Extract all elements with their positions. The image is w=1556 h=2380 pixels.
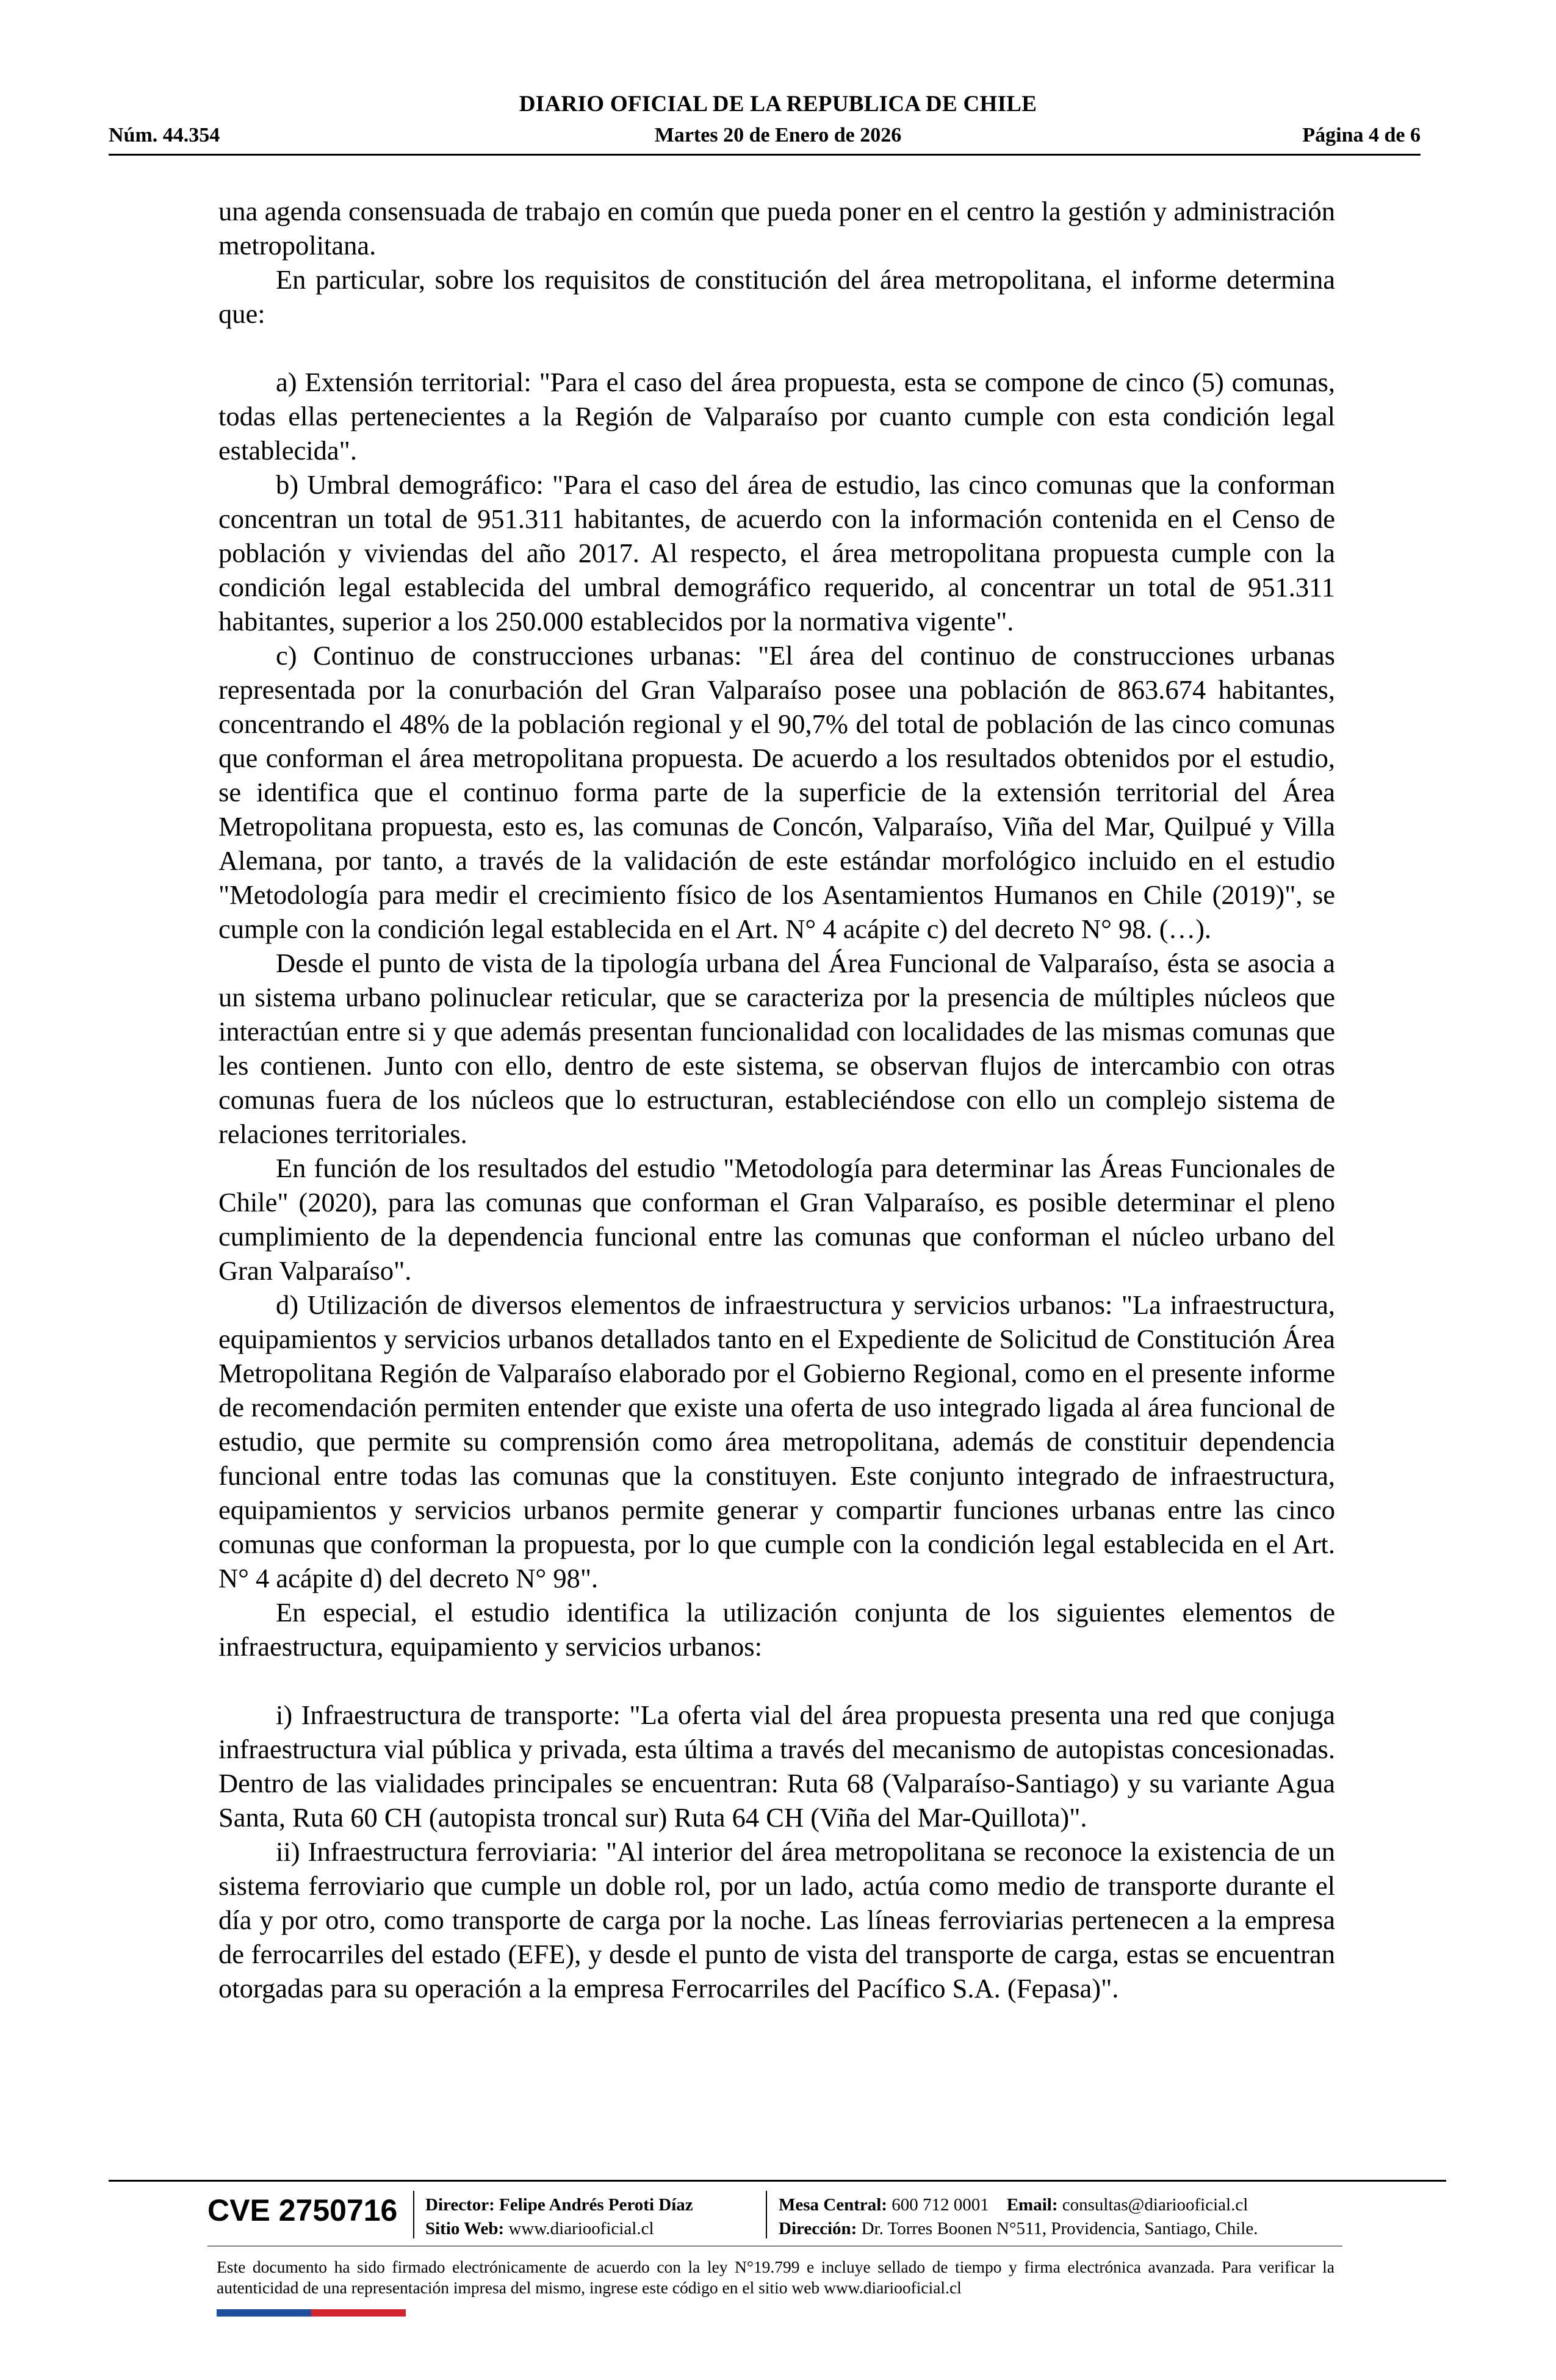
footer-director-block <box>425 2193 693 2241</box>
site-label: Sitio Web: <box>425 2219 505 2238</box>
footer-column-divider <box>413 2191 414 2238</box>
paragraph: En función de los resultados del estudio "Metodología para determinar las Áreas Funcionales de Chile" (2020), para las comunas que conforman el Gran Valparaíso, es posible determinar el pleno cumplimiento de la dependencia funcional entre las comunas que conforman el núcleo urbano del Gran Valparaíso". <box>218 1153 1335 1286</box>
paragraph-item-d: d) Utilización de diversos elementos de infraestructura y servicios urbanos: "La infraestructura, equipamientos y servicios urbanos detallados tanto en el Expediente de Solicitud de Constitución Área Metropolitana Región de Valparaíso elaborado por el Gobierno Regional, como en el presente informe de recomendación permiten entender que existe una oferta de uso integrado ligada al área funcional de estudio, que permite su comprensión como área metropolitana, además de constituir dependencia funcional entre todas las comunas que la constituyen. Este conjunto integrado de infraestructura, equipamientos y servicios urbanos permite generar y compartir funciones urbanas entre las cinco comunas que conforman la propuesta, por lo que cumple con la condición legal establecida en el Art. N° 4 acápite d) del decreto N° 98". <box>218 1289 1335 1593</box>
phone-value: 600 712 0001 <box>891 2195 989 2215</box>
flag-red-segment <box>311 2309 406 2317</box>
document-body <box>218 194 1335 2005</box>
flag-color-bar <box>217 2309 406 2317</box>
paragraph: En particular, sobre los requisitos de constitución del área metropolitana, el informe determina que: <box>218 264 1335 329</box>
phone-label: Mesa Central: <box>779 2195 887 2215</box>
flag-blue-segment <box>217 2309 311 2317</box>
address-value: Dr. Torres Boonen N°511, Providencia, Santiago, Chile. <box>861 2219 1258 2238</box>
paragraph-item-ii: ii) Infraestructura ferroviaria: "Al interior del área metropolitana se reconoce la existencia de un sistema ferroviario que cumple un doble rol, por un lado, actúa como medio de transporte durante el día y por otro, como transporte de carga por la noche. Las líneas ferroviarias pertenecen a la empresa de ferrocarriles del estado (EFE), y desde el punto de vista del transporte de carga, estas se encuentran otorgadas para su operación a la empresa Ferrocarriles del Pacífico S.A. (Fepasa)". <box>218 1836 1335 2003</box>
paragraph-item-a: a) Extensión territorial: "Para el caso del área propuesta, esta se compone de cinco (5) comunas, todas ellas pertenecientes a la Región de Valparaíso por cuanto cumple con esta condición legal establecida". <box>218 367 1335 466</box>
paragraph-item-c: c) Continuo de construcciones urbanas: "El área del continuo de construcciones urbanas representada por la conurbación del Gran Valparaíso posee una población de 863.674 habitantes, concentrando el 48% de la población regional y el 90,7% del total de población de las cinco comunas que conforman el área metropolitana propuesta. De acuerdo a los resultados obtenidos por el estudio, se identifica que el continuo forma parte de la superficie de la extensión territorial del Área Metropolitana propuesta, esto es, las comunas de Concón, Valparaíso, Viña del Mar, Quilpué y Villa Alemana, por tanto, a través de la validación de este estándar morfológico incluido en el estudio "Metodología para medir el crecimiento físico de los Asentamientos Humanos en Chile (2019)", se cumple con la condición legal establecida en el Art. N° 4 acápite c) del decreto N° 98. (…). <box>218 640 1335 944</box>
paragraph-item-i: i) Infraestructura de transporte: "La oferta vial del área propuesta presenta una red que conjuga infraestructura vial pública y privada, esta última a través del mecanismo de autopistas concesionadas. Dentro de las vialidades principales se encuentran: Ruta 68 (Valparaíso-Santiago) y su variante Agua Santa, Ruta 60 CH (autopista troncal sur) Ruta 64 CH (Viña del Mar-Quillota)". <box>218 1700 1335 1833</box>
site-link[interactable]: www.diariooficial.cl <box>508 2219 654 2238</box>
issue-date: Martes 20 de Enero de 2026 <box>654 124 902 146</box>
director-label: Director: <box>425 2195 495 2215</box>
footer-contact-block <box>779 2193 1258 2241</box>
legal-notice: Este documento ha sido firmado electrónicamente de acuerdo con la ley N°19.799 e incluye sellado de tiempo y firma electrónica avanzada. Para verificar la autenticidad de una representación impresa del mismo, ingrese este código en el sitio web www.diariooficial.cl <box>217 2257 1334 2297</box>
director-name: Felipe Andrés Peroti Díaz <box>499 2195 693 2215</box>
issue-number: Núm. 44.354 <box>109 124 220 146</box>
footer-divider <box>109 2180 1446 2182</box>
paragraph-item-b: b) Umbral demográfico: "Para el caso del área de estudio, las cinco comunas que la conforman concentran un total de 951.311 habitantes, de acuerdo con la información contenida en el Censo de población y viviendas del año 2017. Al respecto, el área metropolitana propuesta cumple con la condición legal establecida del umbral demográfico requerido, al concentrar un total de 951.311 habitantes, superior a los 250.000 establecidos por la normativa vigente". <box>218 469 1335 636</box>
email-label: Email: <box>1006 2195 1058 2215</box>
address-label: Dirección: <box>779 2219 857 2238</box>
footer-column-divider <box>766 2191 767 2238</box>
header-divider <box>109 154 1421 156</box>
paragraph: una agenda consensuada de trabajo en común que pueda poner en el centro la gestión y administración metropolitana. <box>218 196 1335 261</box>
cve-code: CVE 2750716 <box>207 2193 398 2227</box>
page-indicator: Página 4 de 6 <box>1302 124 1421 146</box>
paragraph: Desde el punto de vista de la tipología urbana del Área Funcional de Valparaíso, ésta se asocia a un sistema urbano polinuclear reticular, que se caracteriza por la presencia de múltiples núcleos que interactúan entre si y que además presentan funcionalidad con localidades de las mismas comunas que les contienen. Junto con ello, dentro de este sistema, se observan flujos de intercambio con otras comunas fuera de los núcleos que lo estructuran, estableciéndose con ello un complejo sistema de relaciones territoriales. <box>218 948 1335 1149</box>
paragraph: En especial, el estudio identifica la utilización conjunta de los siguientes elementos de infraestructura, equipamiento y servicios urbanos: <box>218 1597 1335 1662</box>
email-link[interactable]: consultas@diariooficial.cl <box>1062 2195 1248 2215</box>
gazette-title: DIARIO OFICIAL DE LA REPUBLICA DE CHILE <box>519 92 1037 117</box>
